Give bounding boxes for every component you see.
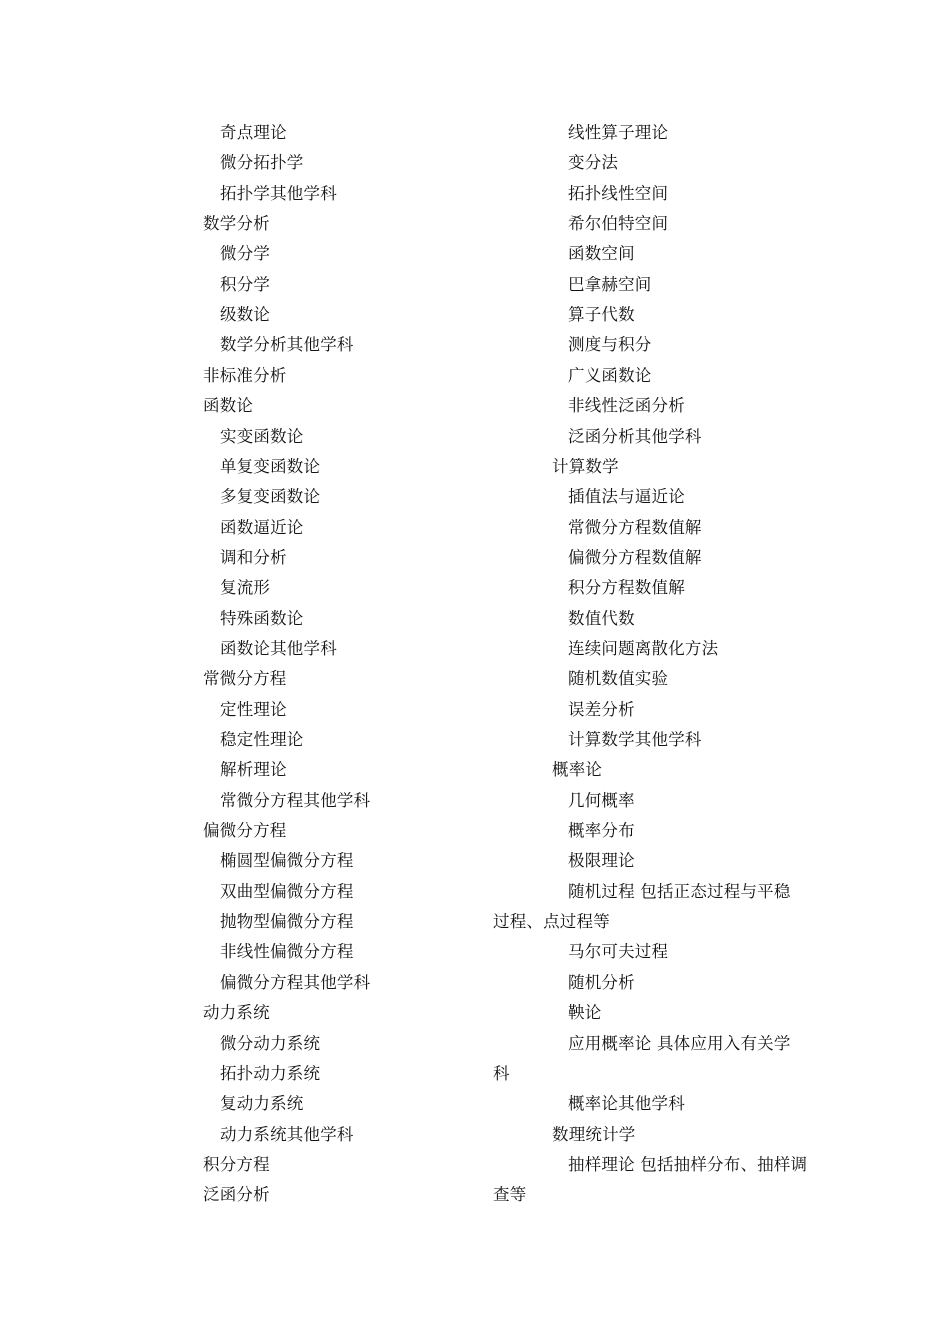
- subcategory-item: 抛物型偏微分方程: [220, 912, 354, 932]
- subcategory-item: 线性算子理论: [568, 123, 669, 142]
- subcategory-item: 积分方程数值解: [568, 578, 685, 598]
- subcategory-item: 鞅论: [568, 1003, 602, 1023]
- subcategory-item: 复流形: [220, 578, 271, 598]
- subcategory-item: 误差分析: [568, 699, 635, 719]
- subcategory-item: 调和分析: [220, 547, 287, 567]
- subcategory-item: 级数论: [220, 305, 271, 325]
- subcategory-item: 函数论其他学科: [220, 638, 337, 658]
- category-heading: 常微分方程: [203, 669, 287, 689]
- subcategory-item: 解析理论: [220, 760, 287, 780]
- subcategory-item: 变分法: [568, 153, 619, 173]
- subcategory-item: 实变函数论: [220, 426, 304, 446]
- subcategory-item: 常微分方程其他学科: [220, 790, 371, 810]
- subcategory-item: 插值法与逼近论: [568, 487, 685, 507]
- subcategory-item: 函数空间: [568, 244, 635, 264]
- subcategory-item: 测度与积分: [568, 335, 652, 355]
- subcategory-item: 概率论其他学科: [568, 1094, 685, 1114]
- category-heading: 动力系统: [203, 1003, 270, 1023]
- subcategory-item: 随机过程 包括正态过程与平稳: [568, 881, 791, 901]
- continuation-line: 科: [493, 1063, 510, 1083]
- subcategory-item: 广义函数论: [568, 365, 652, 385]
- category-heading: 偏微分方程: [203, 821, 287, 841]
- subcategory-item: 随机分析: [568, 972, 635, 992]
- subcategory-item: 数值代数: [568, 608, 635, 628]
- subcategory-item: 函数逼近论: [220, 517, 304, 537]
- subcategory-item: 非线性偏微分方程: [220, 942, 354, 962]
- category-heading: 数学分析: [203, 214, 270, 234]
- category-heading: 计算数学: [552, 456, 619, 476]
- category-heading: 非标准分析: [203, 365, 287, 385]
- subcategory-item: 算子代数: [568, 305, 635, 325]
- category-heading: 概率论: [552, 760, 603, 780]
- continuation-line: 查等: [493, 1185, 527, 1205]
- subcategory-item: 稳定性理论: [220, 730, 304, 749]
- subcategory-item: 随机数值实验: [568, 669, 669, 689]
- category-heading: 积分方程: [203, 1154, 270, 1174]
- subcategory-item: 动力系统其他学科: [220, 1124, 354, 1144]
- subcategory-item: 拓扑线性空间: [568, 183, 669, 203]
- subcategory-item: 双曲型偏微分方程: [220, 881, 354, 901]
- subcategory-item: 奇点理论: [220, 123, 287, 142]
- subcategory-item: 微分学: [220, 244, 271, 264]
- subcategory-item: 微分动力系统: [220, 1033, 321, 1053]
- subcategory-item: 微分拓扑学: [220, 153, 304, 173]
- subcategory-item: 拓扑学其他学科: [220, 183, 337, 203]
- subcategory-item: 常微分方程数值解: [568, 517, 702, 537]
- subcategory-item: 数学分析其他学科: [220, 335, 354, 355]
- subcategory-item: 定性理论: [220, 699, 287, 719]
- subcategory-item: 希尔伯特空间: [568, 214, 669, 234]
- subcategory-item: 概率分布: [568, 821, 635, 841]
- subcategory-item: 椭圆型偏微分方程: [220, 851, 354, 871]
- category-heading: 数理统计学: [552, 1124, 636, 1144]
- subcategory-item: 几何概率: [568, 790, 635, 810]
- subcategory-item: 泛函分析其他学科: [568, 426, 702, 446]
- subcategory-item: 计算数学其他学科: [568, 730, 702, 749]
- category-heading: 泛函分析: [203, 1185, 270, 1205]
- subcategory-item: 马尔可夫过程: [568, 942, 669, 962]
- subcategory-item: 偏微分方程数值解: [568, 547, 702, 567]
- subcategory-item: 应用概率论 具体应用入有关学: [568, 1033, 791, 1053]
- subcategory-item: 偏微分方程其他学科: [220, 972, 371, 992]
- subcategory-item: 积分学: [220, 274, 271, 294]
- subcategory-item: 巴拿赫空间: [568, 274, 652, 294]
- continuation-line: 过程、点过程等: [493, 912, 610, 932]
- category-heading: 函数论: [203, 396, 254, 416]
- subcategory-item: 多复变函数论: [220, 487, 321, 507]
- subcategory-item: 特殊函数论: [220, 608, 304, 628]
- subcategory-item: 非线性泛函分析: [568, 396, 685, 416]
- subcategory-item: 抽样理论 包括抽样分布、抽样调: [568, 1154, 808, 1174]
- subcategory-item: 极限理论: [568, 851, 635, 871]
- subcategory-item: 复动力系统: [220, 1094, 304, 1114]
- subcategory-item: 连续问题离散化方法: [568, 638, 719, 658]
- subcategory-item: 单复变函数论: [220, 456, 321, 476]
- subcategory-item: 拓扑动力系统: [220, 1063, 321, 1083]
